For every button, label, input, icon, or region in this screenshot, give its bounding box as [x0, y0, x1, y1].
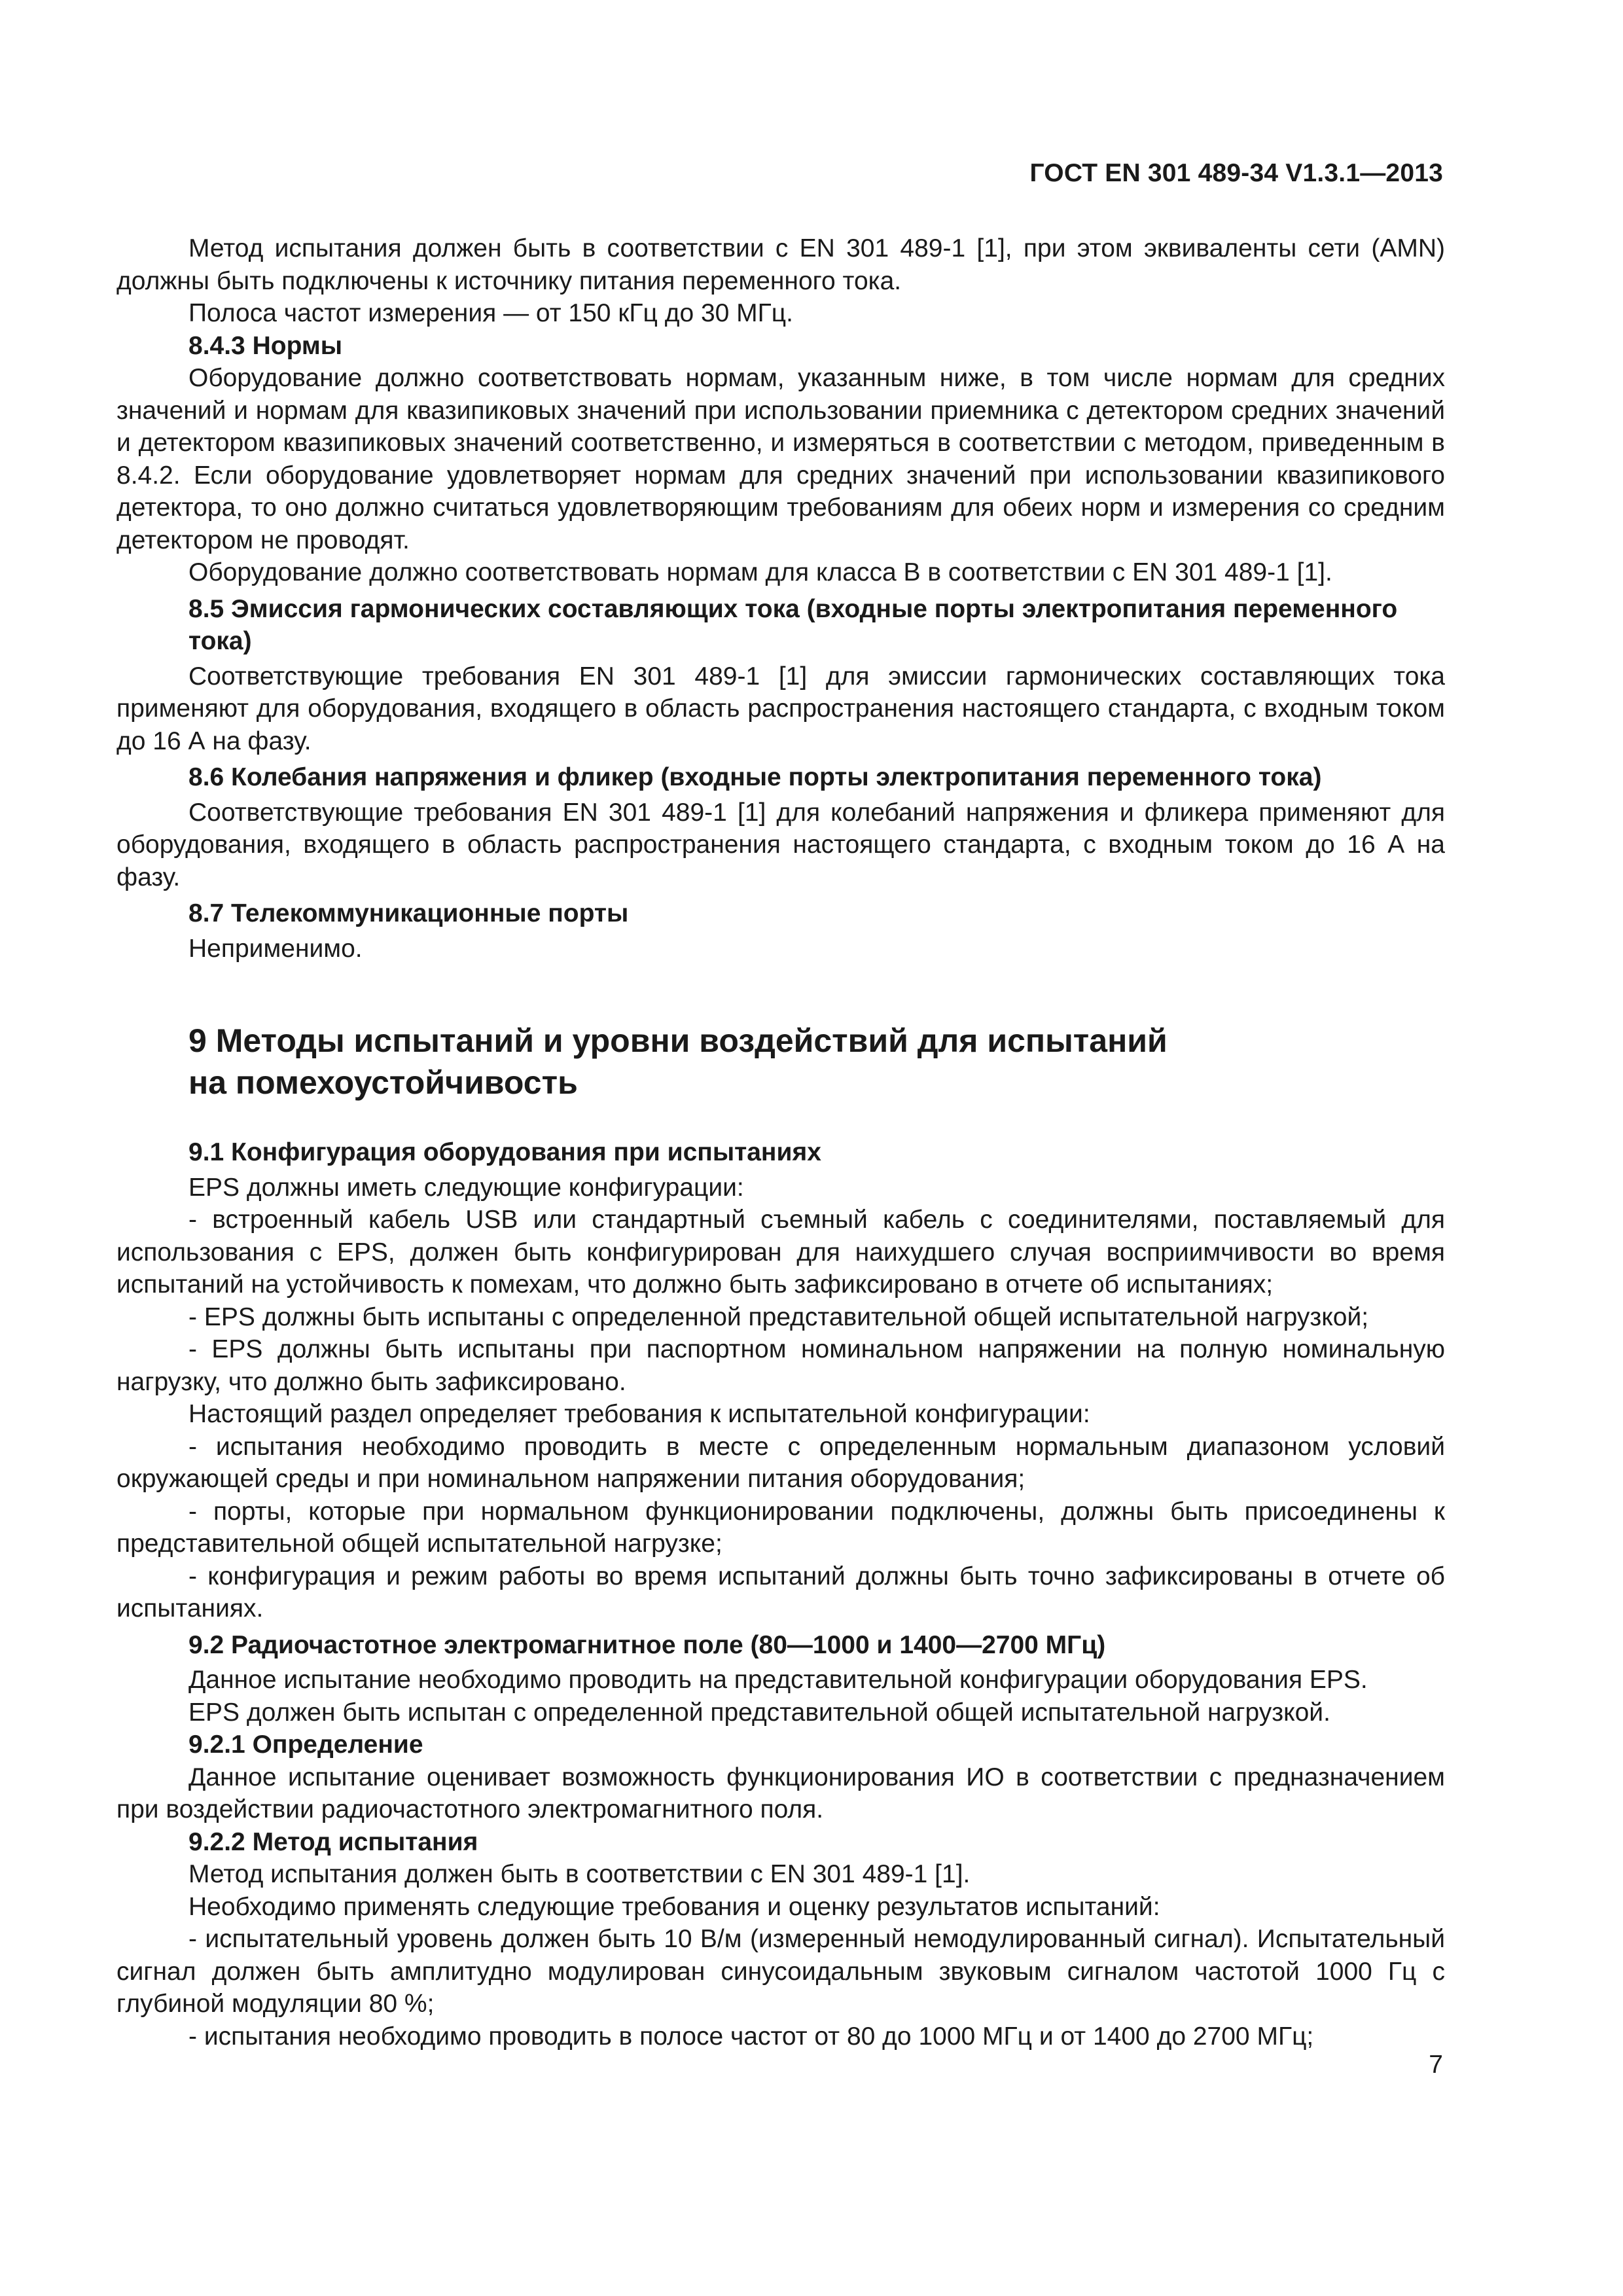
paragraph: Метод испытания должен быть в соответствии с EN 301 489-1 [1].	[188, 1860, 971, 1888]
paragraph: Соответствующие требования EN 301 489-1 [1] для колебаний напряжения и фликера применяют для оборудования, входящего в область распространения настоящего стандарта, с входным током до 16 А на фазу.	[116, 798, 1445, 891]
subsection-heading: 9.2.1 Определение	[188, 1731, 423, 1759]
list-item: - порты, которые при нормальном функционировании подключены, должны быть присоединены к представительной общей испытательной нагрузке;	[116, 1497, 1445, 1558]
paragraph: Соответствующие требования EN 301 489-1 [1] для эмиссии гармонических составляющих тока применяют для оборудования, входящего в область распространения настоящего стандарта, с входным током до 16 А на фазу.	[116, 662, 1445, 755]
section-heading: 8.7 Телекоммуникационные порты	[188, 899, 629, 927]
paragraph: Оборудование должно соответствовать нормам для класса В в соответствии с EN 301 489-1 [1].	[188, 558, 1332, 586]
paragraph: Неприменимо.	[188, 934, 363, 963]
section-heading: 9.2 Радиочастотное электромагнитное поле (80—1000 и 1400—2700 МГц)	[188, 1630, 1106, 1659]
paragraph: Полоса частот измерения — от 150 кГц до 30 МГц.	[188, 299, 793, 327]
list-item: - испытания необходимо проводить в полосе частот от 80 до 1000 МГц и от 1400 до 2700 МГц;	[188, 2022, 1314, 2051]
paragraph: Данное испытание необходимо проводить на представительной конфигурации оборудования EPS.	[188, 1666, 1368, 1694]
paragraph: Оборудование должно соответствовать нормам, указанным ниже, в том числе нормам для средних значений и нормам для квазипиковых значений при использовании приемника с детектором средних значений и детектором квазипиковых значений соответственно, и измеряться в соответствии с методом, приведенным в 8.4.2. Если оборудование удовлетворяет нормам для средних значений при использовании квазипикового детектора, то оно должно считаться удовлетворяющим требованиям для обеих норм и измерения со средним детектором не проводят.	[116, 364, 1445, 554]
list-item: - EPS должны быть испытаны с определенной представительной общей испытательной нагрузкой;	[188, 1302, 1369, 1331]
document-body	[116, 232, 1445, 2053]
paragraph: Данное испытание оценивает возможность функционирования ИО в соответствии с предназначением при воздействии радиочастотного электромагнитного поля.	[116, 1763, 1445, 1823]
section-heading: 8.5 Эмиссия гармонических составляющих тока (входные порты электропитания переменного тока)	[188, 594, 1398, 655]
section-heading: 9.1 Конфигурация оборудования при испытаниях	[188, 1138, 821, 1166]
list-item: - конфигурация и режим работы во время испытаний должны быть точно зафиксированы в отчете об испытаниях.	[116, 1562, 1445, 1623]
list-item: - встроенный кабель USB или стандартный съемный кабель с соединителями, поставляемый для использования с EPS, должен быть конфигурирован для наихудшего случая восприимчивости во время испытаний на устойчивость к помехам, что должно быть зафиксировано в отчете об испытаниях;	[116, 1206, 1445, 1299]
list-item: - испытательный уровень должен быть 10 В/м (измеренный немодулированный сигнал). Испытательный сигнал должен быть амплитудно модулирован синусоидальным звуковым сигналом частотой 1000 Гц с глубиной модуляции 80 %;	[116, 1925, 1445, 2018]
subsection-heading: 9.2.2 Метод испытания	[188, 1827, 478, 1856]
section-heading: 8.6 Колебания напряжения и фликер (входные порты электропитания переменного тока)	[188, 763, 1322, 791]
page-number: 7	[1429, 2051, 1443, 2079]
chapter-heading	[116, 1020, 1445, 1103]
running-header: ГОСТ EN 301 489-34 V1.3.1—2013	[1029, 159, 1443, 187]
paragraph: Необходимо применять следующие требования и оценку результатов испытаний:	[188, 1892, 1160, 1921]
list-item: - EPS должны быть испытаны при паспортном номинальном напряжении на полную номинальную нагрузку, что должно быть зафиксировано.	[116, 1335, 1445, 1396]
paragraph: Метод испытания должен быть в соответствии с EN 301 489-1 [1], при этом эквиваленты сети (AMN) должны быть подключены к источнику питания переменного тока.	[116, 234, 1445, 295]
chapter-heading-line: на помехоустойчивость	[188, 1064, 578, 1101]
paragraph: EPS должен быть испытан с определенной представительной общей испытательной нагрузкой.	[188, 1698, 1330, 1727]
subsection-heading: 8.4.3 Нормы	[188, 331, 343, 360]
paragraph: EPS должны иметь следующие конфигурации:	[188, 1173, 744, 1202]
paragraph: Настоящий раздел определяет требования к испытательной конфигурации:	[188, 1400, 1090, 1428]
list-item: - испытания необходимо проводить в месте с определенным нормальным диапазоном условий окружающей среды и при номинальном напряжении питания оборудования;	[116, 1432, 1445, 1493]
chapter-heading-line: 9 Методы испытаний и уровни воздействий для испытаний	[188, 1022, 1168, 1059]
